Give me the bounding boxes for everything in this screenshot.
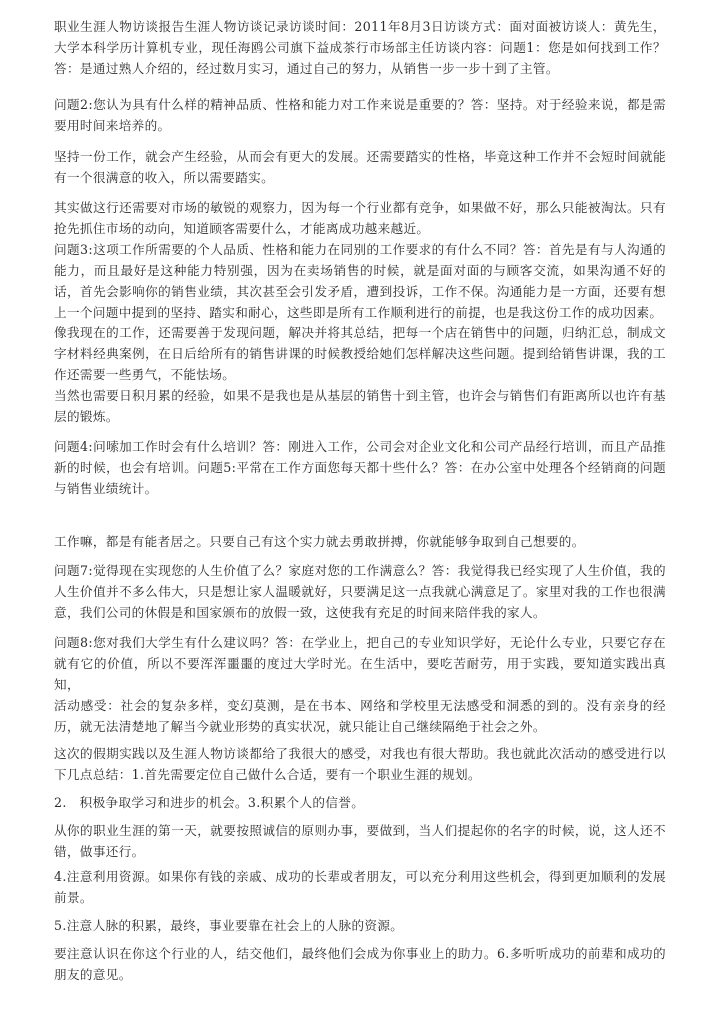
paragraph-integrity: 从你的职业生涯的第一天，就要按照诚信的原则办事，要做到，当人们提起你的名字的时候，说，这人还不错，做事还行。 bbox=[54, 823, 666, 859]
list-item-2-3: 2. 积极争取学习和进步的机会。3.积累个人的信誉。 bbox=[54, 795, 365, 810]
paragraph-market: 其实做这行还需要对市场的敏锐的观察力，因为每一个行业都有竞争，如果做不好，那么只能被淘汰。只有抢先抓住市场的动向，知道顾客需要什么，才能离成功越来越近。 bbox=[54, 200, 666, 236]
paragraph-persistence: 坚持一份工作，就会产生经验，从而会有更大的发展。还需要踏实的性格，毕竟这种工作并不会短时间就能有一个很满意的收入，所以需要踏实。 bbox=[54, 149, 666, 185]
paragraph-question-4-5: 问题4:问嗦加工作时会有什么培训？答：刚进入工作，公司会对企业文化和公司产品经行培训，而且产品推新的时候，也会有培训。问题5:平常在工作方面您每天都十些什么？答：在办公室中处理各个经销商的问题与销售业绩统计。 bbox=[54, 439, 666, 496]
paragraph-reflection: 活动感受：社会的复杂多样，变幻莫测，是在书本、网络和学校里无法感受和洞悉的到的。没有亲身的经历，就无法清楚地了解当今就业形势的真实状况，就只能让自己继续隔绝于社会之外。 bbox=[54, 698, 666, 734]
paragraph-experience: 当然也需要日积月累的经验，如果不是我也是从基层的销售十到主管，也许会与销售们有距离所以也许有基层的锻炼。 bbox=[54, 388, 666, 424]
list-item-5: 5.注意人脉的积累，最终，事业要靠在社会上的人脉的资源。 bbox=[54, 918, 404, 933]
paragraph-question-7: 问题7:觉得现在实现您的人生价值了么？家庭对您的工作满意么？答：我觉得我已经实现了人生价值，我的人生价值并不多么伟大，只是想让家人温暖就好，只要满足这一点我就心满意足了。家里对我的工作也很满意，我们公司的休假是和国家颁布的放假一致，这使我有充足的时间来陪伴我的家人。 bbox=[54, 563, 666, 620]
paragraph-ability: 工作嘛，都是有能者居之。只要自己有这个实力就去勇敢拼搏，你就能够争取到自己想要的。 bbox=[54, 534, 585, 549]
paragraph-network: 要注意认识在你这个行业的人，结交他们，最终他们会成为你事业上的助力。6.多听听成功的前辈和成功的朋友的意见。 bbox=[54, 946, 666, 982]
paragraph-intro: 职业生涯人物访谈报告生涯人物访谈记录访谈时间：2011年8月3日访谈方式：面对面被访谈人：黄先生，大学本科学历计算机专业，现任海鸥公司旗下益成茶行市场部主任访谈内容：问题1：您是如何找到工作？答：是通过熟人介绍的，经过数月实习，通过自己的努力，从销售一步一步十到了主管。 bbox=[54, 19, 666, 76]
paragraph-current-work: 像我现在的工作，还需要善于发现问题，解决并将其总结，把每一个店在销售中的问题，归纳汇总，制成文字材料经典案例，在日后给所有的销售讲课的时候教授给她们怎样解决这些问题。提到给销售讲课，我的工作还需要一些勇气，不能怯场。 bbox=[54, 325, 666, 382]
list-item-4: 4.注意利用资源。如果你有钱的亲戚、成功的长辈或者朋友，可以充分利用这些机会，得到更加顺利的发展前景。 bbox=[54, 869, 666, 905]
paragraph-question-2: 问题2:您认为具有什么样的精神品质、性格和能力对工作来说是重要的？答：坚持。对于经验来说，都是需要用时间来培养的。 bbox=[54, 97, 666, 133]
paragraph-question-8: 问题8:您对我们大学生有什么建议吗？答：在学业上，把自己的专业知识学好，无论什么专业，只要它存在就有它的价值，所以不要浑浑噩噩的度过大学时光。在生活中，要吃苦耐劳，用于实践，要知道实践出真知， bbox=[54, 635, 666, 692]
paragraph-question-3: 问题3:这项工作所需要的个人品质、性格和能力在同别的工作要求的有什么不同？答：首先是有与人沟通的能力，而且最好是这种能力特别强，因为在卖场销售的时候，就是面对面的与顾客交流，如果沟通不好的话，首先会影响你的销售业绩，其次甚至会引发矛盾，遭到投诉，工作不保。沟通能力是一方面，还要有想上一个问题中提到的坚持、踏实和耐心，这些即是所有工作顺利进行的前提，也是我这份工作的成功因素。 bbox=[54, 242, 666, 320]
paragraph-summary: 这次的假期实践以及生涯人物访谈都给了我很大的感受，对我也有很大帮助。我也就此次活动的感受进行以下几点总结：1.首先需要定位自己做什么合适，要有一个职业生涯的规划。 bbox=[54, 746, 666, 782]
